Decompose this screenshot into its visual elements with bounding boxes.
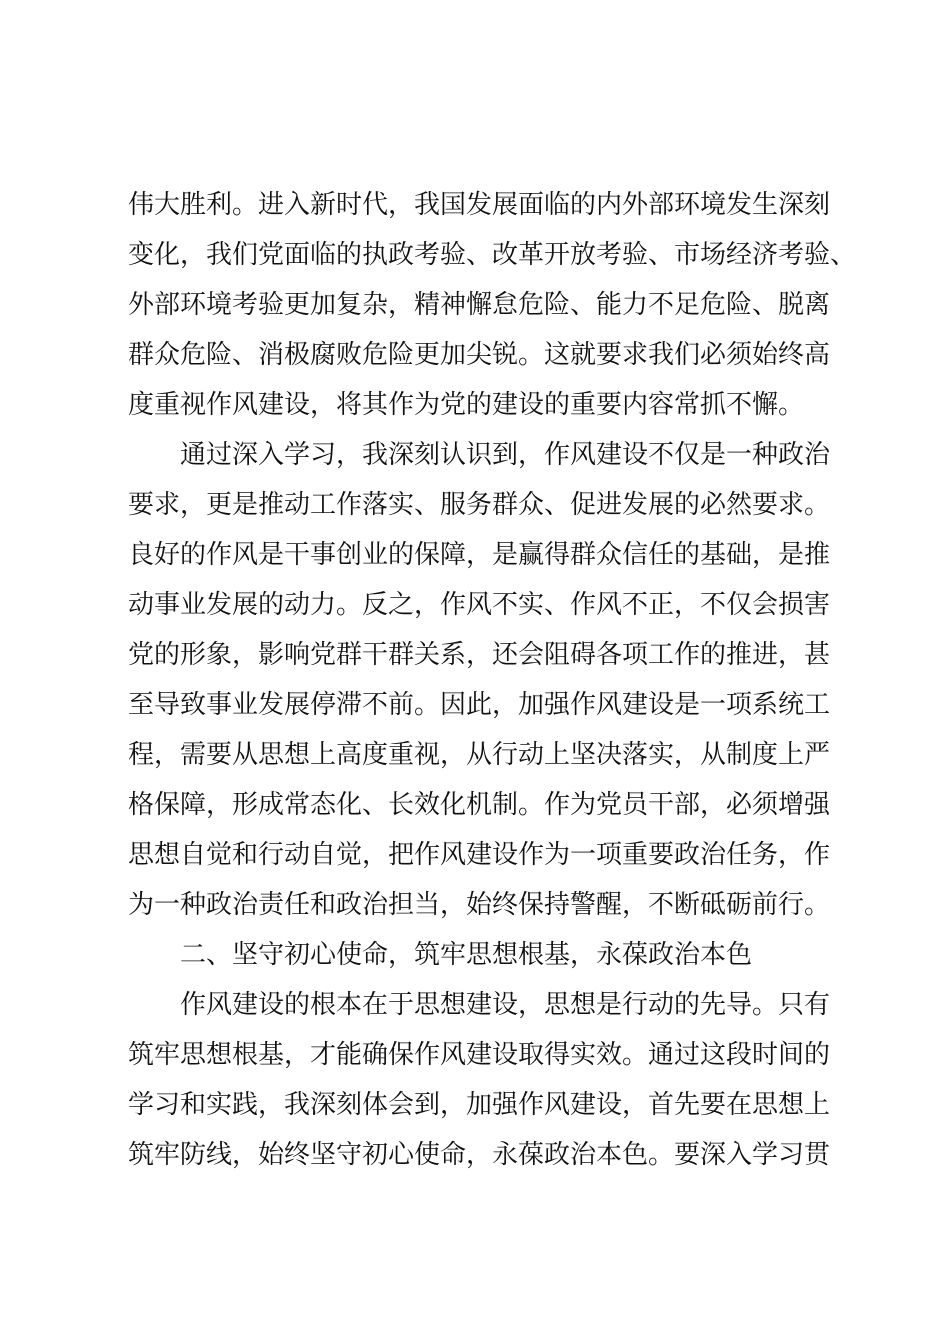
text-line: 伟大胜利。进入新时代，我国发展面临的内外部环境发生深刻 xyxy=(128,190,831,220)
text-line: 党的形象，影响党群干群关系，还会阻碍各项工作的推进，甚 xyxy=(128,640,831,670)
text-line: 至导致事业发展停滞不前。因此，加强作风建设是一项系统工 xyxy=(128,690,831,720)
text-line: 变化，我们党面临的执政考验、改革开放考验、市场经济考验、 xyxy=(128,240,857,270)
text-line: 良好的作风是干事创业的保障，是赢得群众信任的基础，是推 xyxy=(128,540,831,570)
text-line: 群众危险、消极腐败危险更加尖锐。这就要求我们必须始终高 xyxy=(128,340,831,370)
paragraph-start-line: 通过深入学习，我深刻认识到，作风建设不仅是一种政治 xyxy=(180,440,831,470)
document-body xyxy=(128,180,857,1180)
text-line: 度重视作风建设，将其作为党的建设的重要内容常抓不懈。 xyxy=(128,390,805,420)
text-line: 学习和实践，我深刻体会到，加强作风建设，首先要在思想上 xyxy=(128,1090,831,1120)
text-line: 要求，更是推动工作落实、服务群众、促进发展的必然要求。 xyxy=(128,490,831,520)
text-line: 思想自觉和行动自觉，把作风建设作为一项重要政治任务，作 xyxy=(128,840,831,870)
paragraph-start-line: 作风建设的根本在于思想建设，思想是行动的先导。只有 xyxy=(180,990,831,1020)
text-line: 筑牢思想根基，才能确保作风建设取得实效。通过这段时间的 xyxy=(128,1040,831,1070)
text-line: 为一种政治责任和政治担当，始终保持警醒，不断砥砺前行。 xyxy=(128,890,831,920)
section-heading: 二、坚守初心使命，筑牢思想根基，永葆政治本色 xyxy=(180,940,753,970)
text-line: 格保障，形成常态化、长效化机制。作为党员干部，必须增强 xyxy=(128,790,831,820)
text-line: 动事业发展的动力。反之，作风不实、作风不正，不仅会损害 xyxy=(128,590,831,620)
text-line: 程，需要从思想上高度重视，从行动上坚决落实，从制度上严 xyxy=(128,740,831,770)
text-line: 筑牢防线，始终坚守初心使命，永葆政治本色。要深入学习贯 xyxy=(128,1140,831,1170)
text-line: 外部环境考验更加复杂，精神懈怠危险、能力不足危险、脱离 xyxy=(128,290,831,320)
